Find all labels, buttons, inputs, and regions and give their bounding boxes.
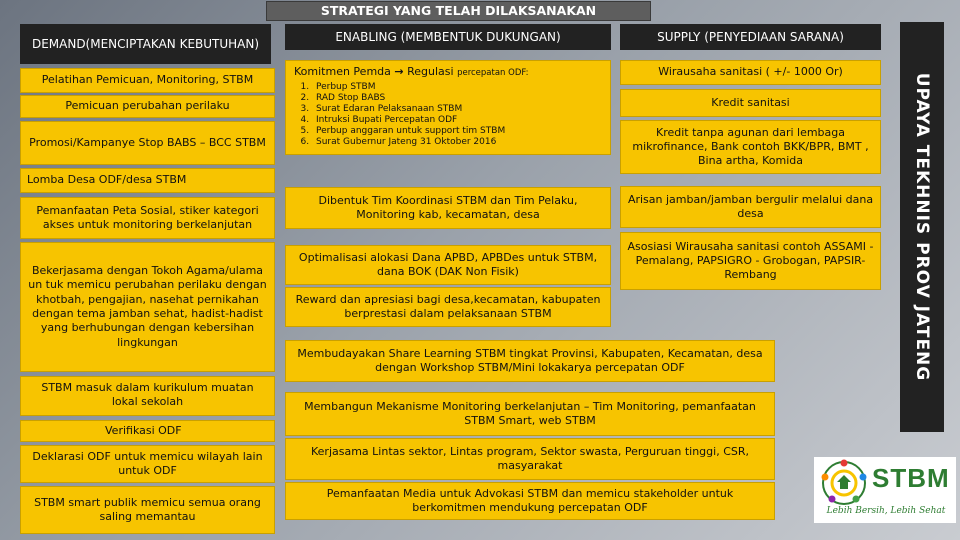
demand-item: Pemanfaatan Peta Sosial, stiker kategori akses untuk monitoring berkelanjutan: [20, 197, 275, 239]
list-item: 1. Perbup STBM: [312, 82, 602, 93]
komitmen-box: [285, 60, 611, 155]
supply-item: Arisan jamban/jamban bergulir melalui dana desa: [620, 186, 881, 228]
stbm-logo: [814, 457, 956, 523]
supply-item: Kredit tanpa agunan dari lembaga mikrofinance, Bank contoh BKK/BPR, BMT , Bina artha, Komida: [620, 120, 881, 174]
supply-item: Asosiasi Wirausaha sanitasi contoh ASSAMI - Pemalang, PAPSIGRO - Grobogan, PAPSIR-Rembang: [620, 232, 881, 290]
demand-header: DEMAND(MENCIPTAKAN KEBUTUHAN): [20, 24, 271, 64]
komitmen-list: [294, 82, 602, 148]
enabling-item: Pemanfaatan Media untuk Advokasi STBM dan memicu stakeholder untuk berkomitmen mendukung percepatan ODF: [285, 482, 775, 520]
supply-item: Wirausaha sanitasi ( +/- 1000 Or): [620, 60, 881, 85]
supply-header: SUPPLY (PENYEDIAAN SARANA): [620, 24, 881, 50]
demand-item: STBM smart publik memicu semua orang saling memantau: [20, 486, 275, 534]
demand-item: Verifikasi ODF: [20, 420, 275, 442]
demand-item: Promosi/Kampanye Stop BABS – BCC STBM: [20, 121, 275, 165]
list-item: 5. Perbup anggaran untuk support tim STBM: [312, 126, 602, 137]
enabling-item: Reward dan apresiasi bagi desa,kecamatan, kabupaten berprestasi dalam pelaksanaan STBM: [285, 287, 611, 327]
komitmen-small: percepatan ODF:: [457, 68, 529, 78]
enabling-header: ENABLING (MEMBENTUK DUKUNGAN): [285, 24, 611, 50]
demand-item: STBM masuk dalam kurikulum muatan lokal sekolah: [20, 376, 275, 416]
demand-item: Pelatihan Pemicuan, Monitoring, STBM: [20, 68, 275, 93]
side-banner-text: UPAYA TEKHNIS PROV JATENG: [912, 72, 932, 382]
list-item: 4. Intruksi Bupati Percepatan ODF: [312, 115, 602, 126]
enabling-item: Membudayakan Share Learning STBM tingkat Provinsi, Kabupaten, Kecamatan, desa dengan Workshop STBM/Mini lokakarya percepatan ODF: [285, 340, 775, 382]
demand-item: Lomba Desa ODF/desa STBM: [20, 168, 275, 193]
demand-item: Bekerjasama dengan Tokoh Agama/ulama un tuk memicu perubahan perilaku dengan khotbah, pengajian, nasehat pernikahan dengan tema jamban sehat, hadist-hadist yang berhubungan dengan kebersihan lingkungan: [20, 242, 275, 372]
komitmen-lead: Komitmen Pemda: [294, 65, 391, 78]
logo-tagline: Lebih Bersih, Lebih Sehat: [826, 506, 946, 516]
side-banner: [900, 22, 944, 432]
logo-text: STBM: [872, 463, 950, 493]
demand-item: Pemicuan perubahan perilaku: [20, 95, 275, 118]
supply-item: Kredit sanitasi: [620, 89, 881, 117]
list-item: 3. Surat Edaran Pelaksanaan STBM: [312, 104, 602, 115]
list-item: 6. Surat Gubernur Jateng 31 Oktober 2016: [312, 137, 602, 148]
enabling-item: Membangun Mekanisme Monitoring berkelanjutan – Tim Monitoring, pemanfaatan STBM Smart, web STBM: [285, 392, 775, 436]
demand-item: Deklarasi ODF untuk memicu wilayah lain untuk ODF: [20, 445, 275, 483]
enabling-item: Optimalisasi alokasi Dana APBD, APBDes untuk STBM, dana BOK (DAK Non Fisik): [285, 245, 611, 285]
komitmen-rest: Regulasi: [407, 65, 454, 78]
enabling-item: Dibentuk Tim Koordinasi STBM dan Tim Pelaku, Monitoring kab, kecamatan, desa: [285, 187, 611, 229]
arrow-icon: →: [394, 65, 404, 78]
enabling-item: Kerjasama Lintas sektor, Lintas program, Sektor swasta, Perguruan tinggi, CSR, masyarakat: [285, 438, 775, 480]
page-title: STRATEGI YANG TELAH DILAKSANAKAN: [266, 1, 651, 21]
list-item: 2. RAD Stop BABS: [312, 93, 602, 104]
